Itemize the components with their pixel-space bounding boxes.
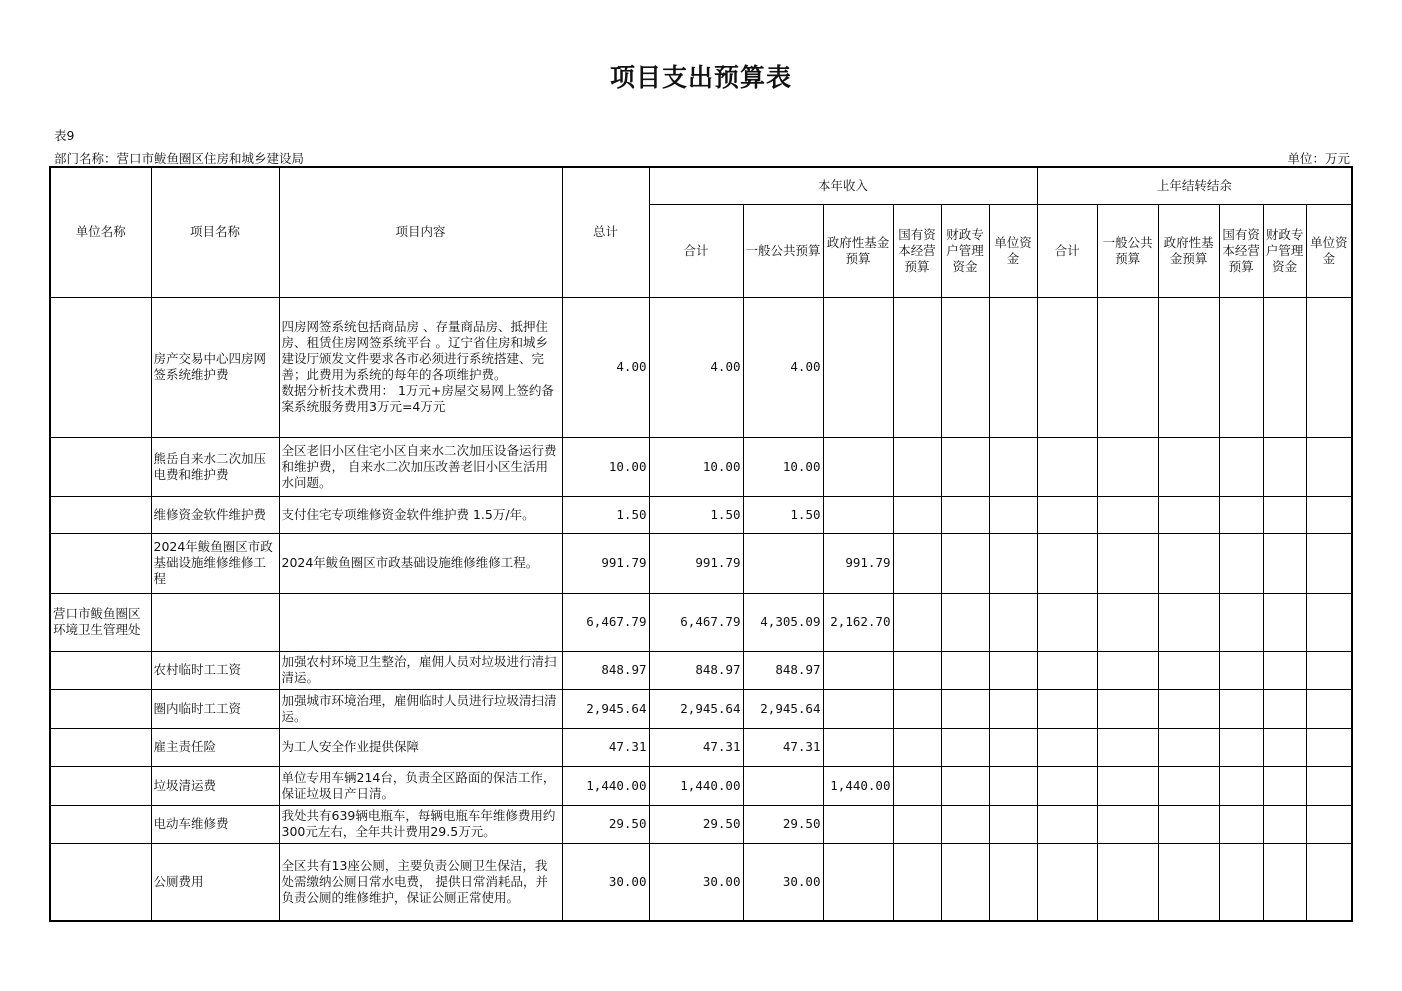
cell-project-content: 支付住宅专项维修资金软件维护费 1.5万/年。 [279, 496, 562, 533]
cell-cy-gov-fund [823, 297, 893, 437]
cell-cy-total: 4.00 [649, 297, 743, 437]
cell-empty [1158, 728, 1219, 766]
cell-empty [1097, 651, 1158, 689]
cell-cy-total: 47.31 [649, 728, 743, 766]
cell-empty [1097, 843, 1158, 921]
cell-total: 4.00 [562, 297, 649, 437]
cell-empty [1263, 689, 1306, 728]
cell-empty [989, 496, 1037, 533]
cell-empty [1306, 689, 1352, 728]
cell-empty [989, 533, 1037, 593]
cell-empty [989, 651, 1037, 689]
cell-empty [1306, 843, 1352, 921]
cell-empty [1219, 496, 1263, 533]
cell-empty [1306, 437, 1352, 496]
cell-unit-name [50, 297, 151, 437]
cell-empty [1097, 593, 1158, 651]
header-py-state-capital: 国有资本经营预算 [1219, 204, 1263, 297]
cell-project-name: 圈内临时工工资 [151, 689, 279, 728]
cell-total: 47.31 [562, 728, 649, 766]
cell-unit-name [50, 805, 151, 843]
cell-empty [1037, 297, 1097, 437]
cell-empty [893, 533, 941, 593]
cell-empty [941, 496, 989, 533]
cell-empty [1306, 805, 1352, 843]
cell-total: 991.79 [562, 533, 649, 593]
cell-empty [1097, 728, 1158, 766]
cell-cy-general: 848.97 [743, 651, 823, 689]
cell-unit-name [50, 843, 151, 921]
header-py-gov-fund: 政府性基金预算 [1158, 204, 1219, 297]
cell-empty [1037, 766, 1097, 805]
table-row [50, 297, 1352, 437]
cell-empty [941, 689, 989, 728]
cell-empty [1158, 593, 1219, 651]
cell-empty [1263, 437, 1306, 496]
cell-total: 29.50 [562, 805, 649, 843]
cell-project-content: 加强城市环境治理，雇佣临时人员进行垃圾清扫清运。 [279, 689, 562, 728]
cell-empty [1037, 805, 1097, 843]
cell-project-name: 垃圾清运费 [151, 766, 279, 805]
cell-unit-name [50, 533, 151, 593]
budget-table [49, 166, 1353, 922]
cell-project-content: 全区共有13座公厕，主要负责公厕卫生保洁，我处需缴纳公厕日常水电费， 提供日常消耗品，并负责公厕的维修维护，保证公厕正常使用。 [279, 843, 562, 921]
cell-empty [1037, 728, 1097, 766]
cell-empty [1263, 766, 1306, 805]
cell-project-name: 2024年鲅鱼圈区市政基础设施维修维修工程 [151, 533, 279, 593]
cell-empty [1263, 728, 1306, 766]
cell-empty [1158, 689, 1219, 728]
cell-empty [893, 766, 941, 805]
header-py-general: 一般公共预算 [1097, 204, 1158, 297]
cell-empty [1097, 496, 1158, 533]
cell-cy-total: 6,467.79 [649, 593, 743, 651]
table-row [50, 689, 1352, 728]
cell-empty [1219, 689, 1263, 728]
header-total: 总计 [562, 167, 649, 297]
cell-cy-gov-fund [823, 689, 893, 728]
cell-cy-general: 10.00 [743, 437, 823, 496]
cell-empty [1158, 496, 1219, 533]
cell-empty [1306, 533, 1352, 593]
cell-empty [1097, 533, 1158, 593]
cell-cy-general [743, 766, 823, 805]
cell-empty [989, 297, 1037, 437]
table-number: 表9 [54, 128, 75, 143]
cell-cy-total: 29.50 [649, 805, 743, 843]
cell-empty [1219, 728, 1263, 766]
cell-empty [893, 297, 941, 437]
header-prior-year: 上年结转结余 [1037, 167, 1352, 204]
cell-empty [1263, 533, 1306, 593]
table-row [50, 593, 1352, 651]
cell-empty [1263, 593, 1306, 651]
cell-empty [989, 728, 1037, 766]
cell-cy-total: 10.00 [649, 437, 743, 496]
cell-project-name: 雇主责任险 [151, 728, 279, 766]
cell-empty [1306, 593, 1352, 651]
cell-empty [893, 437, 941, 496]
cell-cy-general: 29.50 [743, 805, 823, 843]
cell-cy-gov-fund [823, 728, 893, 766]
cell-project-content: 单位专用车辆214台，负责全区路面的保洁工作，保证垃圾日产日清。 [279, 766, 562, 805]
header-project-content: 项目内容 [279, 167, 562, 297]
cell-project-content: 四房网签系统包括商品房 、存量商品房、抵押住房、租赁住房网签系统平台 。辽宁省住房和城乡建设厅颁发文件要求各市必须进行系统搭建、完善；此费用为系统的每年的各项维护费。 数据分析技术费用： 1万元+房屋交易网上签约备案系统服务费用3万元=4万元 [279, 297, 562, 437]
table-row [50, 728, 1352, 766]
cell-empty [989, 437, 1037, 496]
cell-empty [1219, 437, 1263, 496]
cell-empty [1219, 805, 1263, 843]
cell-project-content: 全区老旧小区住宅小区自来水二次加压设备运行费和维护费， 自来水二次加压改善老旧小区生活用水问题。 [279, 437, 562, 496]
cell-empty [1158, 651, 1219, 689]
cell-empty [1158, 805, 1219, 843]
cell-total: 848.97 [562, 651, 649, 689]
cell-empty [1037, 689, 1097, 728]
cell-cy-general: 4,305.09 [743, 593, 823, 651]
cell-total: 2,945.64 [562, 689, 649, 728]
cell-empty [1158, 297, 1219, 437]
cell-empty [1037, 437, 1097, 496]
cell-empty [893, 689, 941, 728]
cell-unit-name [50, 728, 151, 766]
cell-empty [941, 593, 989, 651]
header-cy-state-capital: 国有资本经营预算 [893, 204, 941, 297]
table-header [50, 167, 1352, 297]
cell-empty [941, 651, 989, 689]
cell-cy-gov-fund [823, 651, 893, 689]
header-cy-fiscal-special: 财政专户管理资金 [941, 204, 989, 297]
cell-empty [1037, 496, 1097, 533]
cell-cy-total: 30.00 [649, 843, 743, 921]
cell-unit-name [50, 651, 151, 689]
cell-unit-name [50, 766, 151, 805]
cell-empty [1037, 843, 1097, 921]
cell-empty [941, 728, 989, 766]
header-unit-name: 单位名称 [50, 167, 151, 297]
cell-empty [1097, 766, 1158, 805]
cell-empty [893, 728, 941, 766]
cell-total: 1.50 [562, 496, 649, 533]
cell-project-name: 维修资金软件维护费 [151, 496, 279, 533]
cell-cy-general [743, 533, 823, 593]
cell-total: 6,467.79 [562, 593, 649, 651]
cell-empty [989, 805, 1037, 843]
cell-empty [1263, 297, 1306, 437]
table-body [50, 297, 1352, 921]
cell-empty [1219, 533, 1263, 593]
cell-unit-name [50, 689, 151, 728]
table-row [50, 843, 1352, 921]
cell-cy-gov-fund [823, 496, 893, 533]
cell-project-name: 电动车维修费 [151, 805, 279, 843]
cell-cy-general: 4.00 [743, 297, 823, 437]
cell-cy-total: 1,440.00 [649, 766, 743, 805]
cell-project-name: 农村临时工工资 [151, 651, 279, 689]
cell-empty [989, 593, 1037, 651]
cell-empty [1263, 843, 1306, 921]
cell-project-content: 为工人安全作业提供保障 [279, 728, 562, 766]
cell-empty [1097, 297, 1158, 437]
header-project-name: 项目名称 [151, 167, 279, 297]
header-py-unit-fund: 单位资金 [1306, 204, 1352, 297]
cell-empty [1219, 593, 1263, 651]
unit-label: 单位：万元 [1287, 151, 1350, 166]
cell-cy-gov-fund [823, 437, 893, 496]
cell-empty [941, 437, 989, 496]
header-py-fiscal-special: 财政专户管理资金 [1263, 204, 1306, 297]
cell-cy-total: 991.79 [649, 533, 743, 593]
cell-unit-name: 营口市鲅鱼圈区环境卫生管理处 [50, 593, 151, 651]
cell-empty [1219, 297, 1263, 437]
cell-project-name: 房产交易中心四房网签系统维护费 [151, 297, 279, 437]
cell-empty [1158, 437, 1219, 496]
cell-project-content [279, 593, 562, 651]
cell-empty [1306, 766, 1352, 805]
cell-empty [941, 843, 989, 921]
header-cy-unit-fund: 单位资金 [989, 204, 1037, 297]
table-row [50, 496, 1352, 533]
cell-empty [1037, 593, 1097, 651]
header-cy-gov-fund: 政府性基金预算 [823, 204, 893, 297]
cell-unit-name [50, 496, 151, 533]
cell-empty [1263, 651, 1306, 689]
cell-empty [1306, 496, 1352, 533]
department-name: 部门名称：营口市鲅鱼圈区住房和城乡建设局 [54, 151, 305, 166]
cell-empty [989, 766, 1037, 805]
cell-empty [941, 297, 989, 437]
cell-project-content: 我处共有639辆电瓶车，每辆电瓶车年维修费用约300元左右，全年共计费用29.5万元。 [279, 805, 562, 843]
cell-cy-total: 1.50 [649, 496, 743, 533]
cell-empty [893, 805, 941, 843]
cell-project-name [151, 593, 279, 651]
cell-empty [1037, 533, 1097, 593]
cell-empty [1158, 533, 1219, 593]
cell-total: 30.00 [562, 843, 649, 921]
cell-empty [893, 496, 941, 533]
cell-empty [893, 651, 941, 689]
cell-cy-general: 47.31 [743, 728, 823, 766]
cell-cy-gov-fund: 2,162.70 [823, 593, 893, 651]
page-title: 项目支出预算表 [609, 63, 792, 92]
header-cy-total: 合计 [649, 204, 743, 297]
cell-empty [1219, 766, 1263, 805]
table-row [50, 651, 1352, 689]
cell-cy-gov-fund [823, 843, 893, 921]
cell-cy-general: 1.50 [743, 496, 823, 533]
cell-project-content: 2024年鲅鱼圈区市政基础设施维修维修工程。 [279, 533, 562, 593]
cell-empty [893, 593, 941, 651]
header-py-total: 合计 [1037, 204, 1097, 297]
cell-project-name: 公厕费用 [151, 843, 279, 921]
header-current-year: 本年收入 [649, 167, 1037, 204]
cell-empty [1306, 728, 1352, 766]
cell-empty [941, 766, 989, 805]
cell-empty [941, 805, 989, 843]
cell-cy-gov-fund [823, 805, 893, 843]
cell-project-name: 熊岳自来水二次加压电费和维护费 [151, 437, 279, 496]
cell-cy-total: 848.97 [649, 651, 743, 689]
cell-cy-gov-fund: 1,440.00 [823, 766, 893, 805]
cell-total: 1,440.00 [562, 766, 649, 805]
cell-empty [989, 689, 1037, 728]
cell-empty [1219, 651, 1263, 689]
cell-empty [893, 843, 941, 921]
table-row [50, 533, 1352, 593]
cell-empty [1158, 843, 1219, 921]
cell-cy-general: 30.00 [743, 843, 823, 921]
cell-empty [1037, 651, 1097, 689]
table-row [50, 437, 1352, 496]
cell-unit-name [50, 437, 151, 496]
cell-empty [941, 533, 989, 593]
cell-empty [1097, 805, 1158, 843]
cell-empty [1263, 496, 1306, 533]
cell-cy-gov-fund: 991.79 [823, 533, 893, 593]
cell-project-content: 加强农村环境卫生整治，雇佣人员对垃圾进行清扫清运。 [279, 651, 562, 689]
cell-empty [1306, 297, 1352, 437]
cell-empty [1158, 766, 1219, 805]
cell-empty [1097, 689, 1158, 728]
cell-cy-general: 2,945.64 [743, 689, 823, 728]
cell-empty [1306, 651, 1352, 689]
table-row [50, 766, 1352, 805]
cell-empty [1263, 805, 1306, 843]
cell-cy-total: 2,945.64 [649, 689, 743, 728]
header-cy-general: 一般公共预算 [743, 204, 823, 297]
cell-empty [1097, 437, 1158, 496]
cell-empty [1219, 843, 1263, 921]
cell-empty [989, 843, 1037, 921]
cell-total: 10.00 [562, 437, 649, 496]
table-row [50, 805, 1352, 843]
